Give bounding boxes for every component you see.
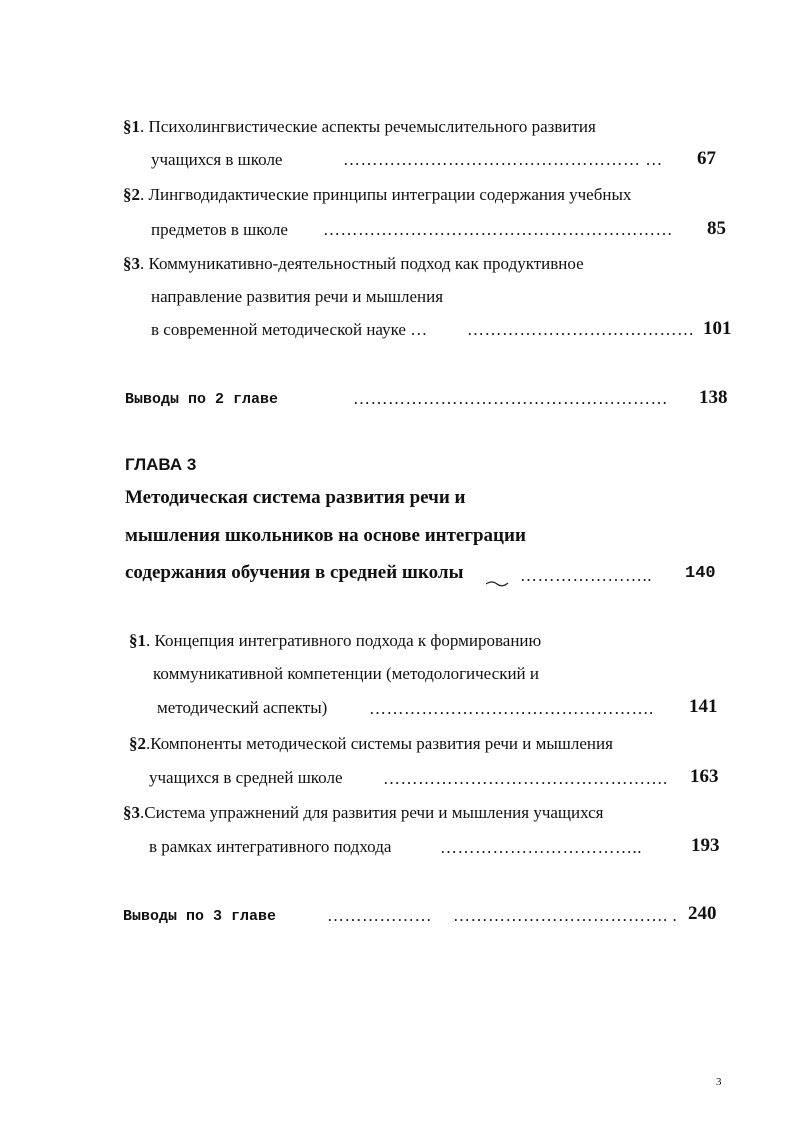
page-ref: 67: [697, 148, 716, 169]
leader-dots: ………………………………………….: [369, 699, 654, 718]
section-title-cont: предметов в школе: [151, 220, 288, 239]
leader-dots: ………………………………………….: [383, 769, 668, 788]
section-number: §2: [123, 185, 140, 204]
leader-dots: ……………………………………………………: [323, 220, 673, 239]
section-number: §3: [123, 803, 140, 822]
section-title-cont: в современной методической науке …: [151, 320, 428, 339]
page-ref: 163: [690, 766, 719, 787]
toc-entry-2-1: [123, 116, 596, 138]
page-ref: 141: [689, 696, 718, 717]
section-title: . Психолингвистические аспекты речемыслительного развития: [140, 117, 596, 136]
section-number: §3: [123, 254, 140, 273]
toc-entry-3-2: [129, 733, 613, 755]
section-title-cont: учащихся в средней школе: [149, 768, 343, 787]
section-title: .Компоненты методической системы развития речи и мышления: [146, 734, 613, 753]
leader-dots: ………………………………. .: [453, 906, 678, 925]
toc-entry-2-1-cont: [151, 149, 282, 171]
section-title-cont: в рамках интегративного подхода: [149, 837, 392, 856]
toc-entry-3-1: [129, 630, 541, 652]
leader-dots: …………………………………………… …: [343, 150, 663, 169]
chapter-title: мышления школьников на основе интеграции: [125, 525, 526, 546]
conclusion-label: Выводы по 3 главе: [123, 908, 277, 925]
section-title-cont: учащихся в школе: [151, 150, 283, 169]
leader-dots: ……………………………..: [440, 838, 642, 857]
leader-dots: ………………: [327, 906, 432, 925]
page-ref: 240: [688, 903, 717, 924]
section-title: . Коммуникативно-деятельностный подход как продуктивное: [140, 254, 584, 273]
section-title-cont: методический аспекты): [157, 698, 328, 717]
section-title-cont: коммуникативной компетенции (методологический и: [153, 664, 540, 683]
page-ref: 193: [691, 835, 720, 856]
leader-dots: …………………………………: [467, 320, 695, 339]
conclusion-label: Выводы по 2 главе: [125, 391, 279, 408]
section-title-cont: направление развития речи и мышления: [151, 287, 444, 306]
page-number: 3: [716, 1076, 722, 1088]
page-ref: 101: [703, 318, 732, 339]
leader-dots: ………………………………………………: [353, 389, 668, 408]
toc-entry-3-3: [123, 802, 604, 824]
chapter-title: содержания обучения в средней школы: [125, 562, 464, 583]
leader-dots: …………………..: [520, 566, 652, 585]
page-ref: 140: [685, 564, 716, 583]
page-ref: 138: [699, 387, 728, 408]
chapter-label: ГЛАВА 3: [125, 455, 197, 474]
toc-entry-2-2: [123, 184, 631, 206]
section-number: §1: [129, 631, 146, 650]
toc-entry-2-3: [123, 253, 584, 275]
pencil-mark: [484, 578, 510, 590]
section-title: .Система упражнений для развития речи и мышления учащихся: [140, 803, 604, 822]
chapter-title: Методическая система развития речи и: [125, 487, 466, 508]
section-title: . Концепция интегративного подхода к формированию: [146, 631, 542, 650]
section-number: §1: [123, 117, 140, 136]
page-ref: 85: [707, 218, 726, 239]
section-number: §2: [129, 734, 146, 753]
section-title: . Лингводидактические принципы интеграции содержания учебных: [140, 185, 632, 204]
